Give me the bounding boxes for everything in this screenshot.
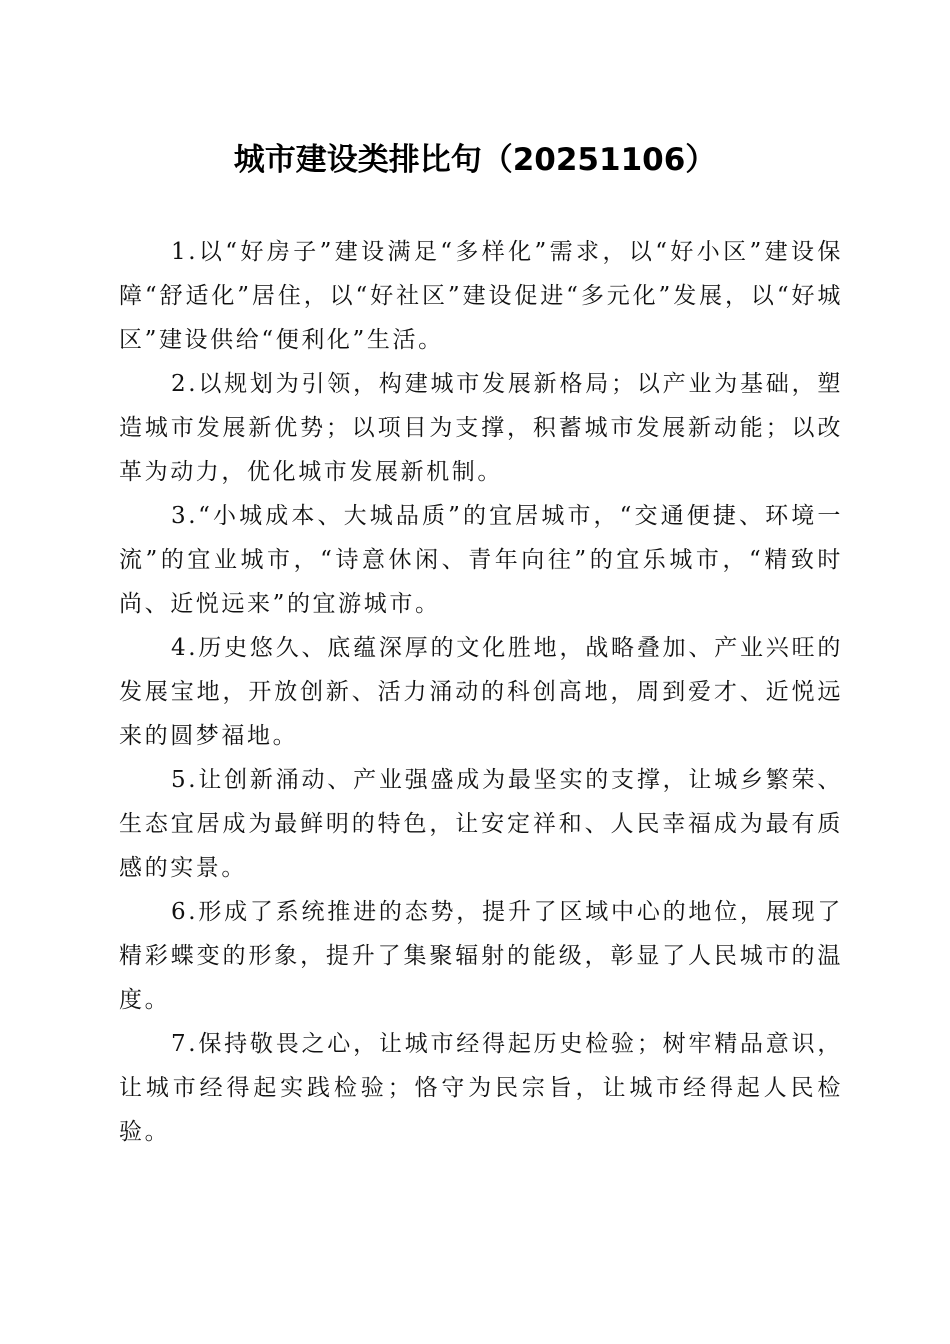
paragraph-4: 4.历史悠久、底蕴深厚的文化胜地，战略叠加、产业兴旺的发展宝地，开放创新、活力涌动的科创高地，周到爱才、近悦远来的圆梦福地。 <box>119 635 843 749</box>
document-title: 城市建设类排比句（20251106） <box>233 142 717 178</box>
paragraph-5: 5.让创新涌动、产业强盛成为最坚实的支撑，让城乡繁荣、生态宜居成为最鲜明的特色，让安定祥和、人民幸福成为最有质感的实景。 <box>119 767 843 881</box>
paragraph-2: 2.以规划为引领，构建城市发展新格局；以产业为基础，塑造城市发展新优势；以项目为支撑，积蓄城市发展新动能；以改革为动力，优化城市发展新机制。 <box>119 371 843 485</box>
paragraph-1: 1.以“好房子”建设满足“多样化”需求，以“好小区”建设保障“舒适化”居住，以“好社区”建设促进“多元化”发展，以“好城区”建设供给“便利化”生活。 <box>119 239 843 353</box>
paragraph-3: 3.“小城成本、大城品质”的宜居城市，“交通便捷、环境一流”的宜业城市，“诗意休闲、青年向往”的宜乐城市，“精致时尚、近悦远来”的宜游城市。 <box>119 503 843 617</box>
document-body <box>119 230 843 1154</box>
paragraph-6: 6.形成了系统推进的态势，提升了区域中心的地位，展现了精彩蝶变的形象，提升了集聚辐射的能级，彰显了人民城市的温度。 <box>119 899 843 1013</box>
paragraph-7: 7.保持敬畏之心，让城市经得起历史检验；树牢精品意识，让城市经得起实践检验；恪守为民宗旨，让城市经得起人民检验。 <box>119 1031 843 1145</box>
